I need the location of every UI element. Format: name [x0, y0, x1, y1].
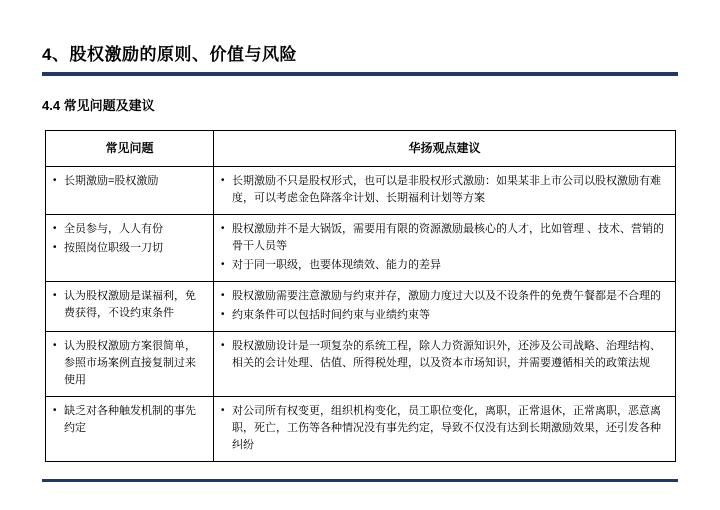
list-item: • 股权激励并不是大锅饭，需要用有限的资源激励最核心的人才，比如管理 、技术、营销的骨干人员等 — [221, 221, 668, 255]
table-header-row — [46, 131, 676, 167]
answer-bullets — [221, 338, 668, 372]
table-row — [46, 214, 676, 281]
list-item: • 按照岗位职级一刀切 — [53, 240, 206, 257]
table-body — [46, 166, 676, 462]
question-bullets — [53, 403, 206, 437]
list-item: • 长期激励=股权激励 — [53, 173, 206, 190]
cell-question — [46, 214, 214, 281]
cell-answer — [214, 281, 676, 331]
question-bullets — [53, 288, 206, 322]
page-title: 4、股权激励的原则、价值与风险 — [42, 45, 297, 64]
column-header-answer: 华扬观点建议 — [214, 131, 676, 167]
cell-question — [46, 281, 214, 331]
cell-question — [46, 166, 214, 214]
question-bullets — [53, 338, 206, 389]
cell-question — [46, 331, 214, 396]
list-item: • 缺乏对各种触发机制的事先约定 — [53, 403, 206, 437]
answer-bullets — [221, 221, 668, 274]
cell-answer — [214, 397, 676, 462]
qa-table — [45, 130, 676, 462]
footer-divider — [42, 479, 678, 482]
list-item: • 对于同一职级，也要体现绩效、能力的差异 — [221, 257, 668, 274]
list-item: • 股权激励需要注意激励与约束并存，激励力度过大以及不设条件的免费午餐都是不合理的 — [221, 288, 668, 305]
answer-bullets — [221, 288, 668, 324]
table-row — [46, 281, 676, 331]
cell-answer — [214, 166, 676, 214]
column-header-question: 常见问题 — [46, 131, 214, 167]
table-row — [46, 397, 676, 462]
question-bullets — [53, 173, 206, 190]
cell-question — [46, 397, 214, 462]
table-row — [46, 331, 676, 396]
list-item: • 认为股权激励方案很简单，参照市场案例直接复制过来使用 — [53, 338, 206, 389]
list-item: • 认为股权激励是谋福利，免费获得，不设约束条件 — [53, 288, 206, 322]
title-divider — [42, 72, 678, 76]
table-header — [46, 131, 676, 167]
answer-bullets — [221, 173, 668, 207]
list-item: • 全员参与，人人有份 — [53, 221, 206, 238]
list-item: • 长期激励不只是股权形式，也可以是非股权形式激励：如果某非上市公司以股权激励有难度，可以考虑金色降落伞计划、长期福利计划等方案 — [221, 173, 668, 207]
answer-bullets — [221, 403, 668, 454]
cell-answer — [214, 214, 676, 281]
list-item: • 约束条件可以包括时间约束与业绩约束等 — [221, 307, 668, 324]
list-item: • 对公司所有权变更，组织机构变化，员工职位变化，离职，正常退休，正常离职，恶意离职，死亡，工伤等各种情况没有事先约定，导致不仅没有达到长期激励效果，还引发各种纠纷 — [221, 403, 668, 454]
section-title: 4.4 常见问题及建议 — [42, 98, 155, 113]
qa-table-container — [45, 130, 675, 462]
cell-answer — [214, 331, 676, 396]
question-bullets — [53, 221, 206, 257]
list-item: • 股权激励设计是一项复杂的系统工程，除人力资源知识外，还涉及公司战略、治理结构、相关的会计处理、估值、所得税处理，以及资本市场知识，并需要遵循相关的政策法规 — [221, 338, 668, 372]
table-row — [46, 166, 676, 214]
